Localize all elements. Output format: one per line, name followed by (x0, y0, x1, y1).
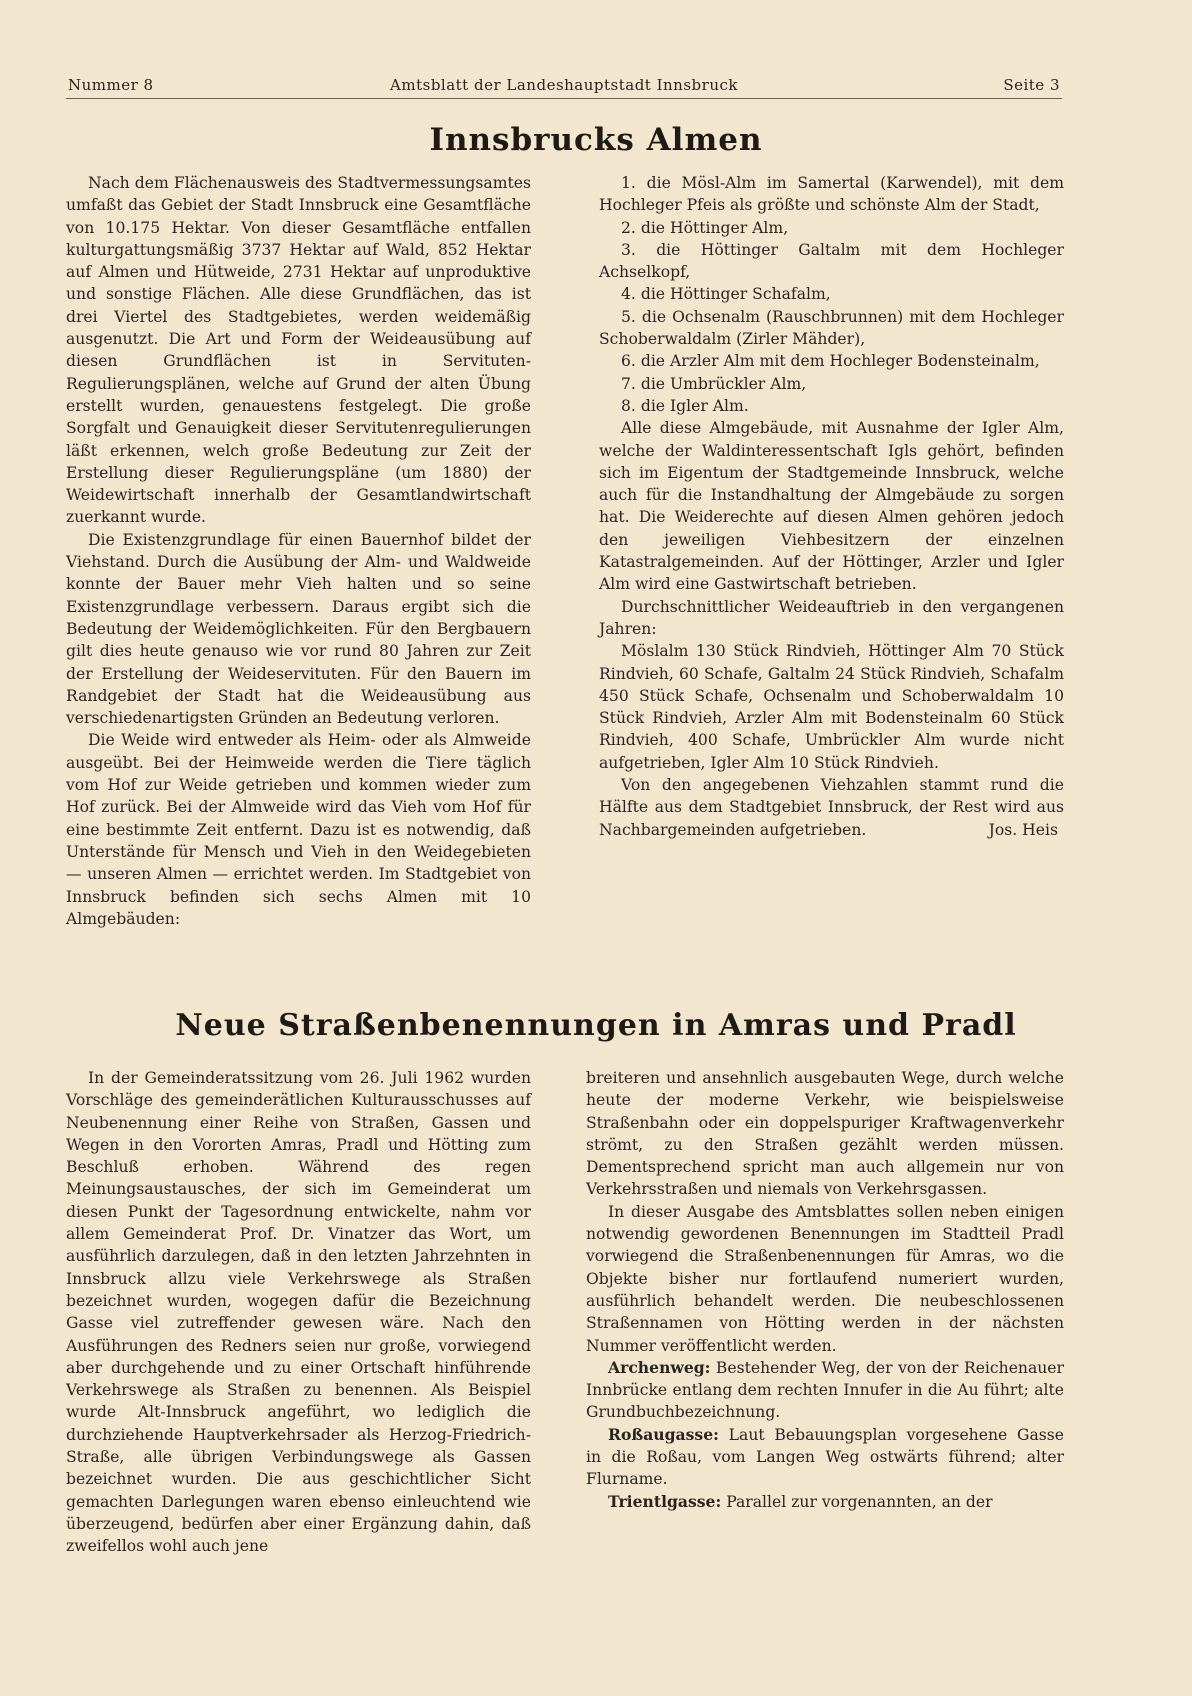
street-name: Archenweg: (608, 1357, 711, 1377)
article-2-paragraph: In dieser Ausgabe des Amtsblattes sollen neben einigen notwendig gewordenen Benennungen im Stadtteil Pradl vorwiegend die Straßenbenennungen für Amras, wo die Objekte bisher nur fortlaufend numeriert wurden, ausführlich behandelt werden. Die neubeschlossenen Straßennamen von Hötting werden in der nächsten Nummer veröffentlicht werden. (586, 1202, 1064, 1355)
article-1-paragraph (599, 774, 1064, 841)
street-description: Parallel zur vorgenannten, an der (721, 1492, 993, 1511)
street-entry (586, 1491, 1064, 1513)
article-1-paragraph: Die Existenzgrundlage für einen Bauernhof bildet der Viehstand. Durch die Ausübung der Alm- und Waldweide konnte der Bauer mehr Vieh halten und so seine Existenzgrundlage verbessern. Daraus ergibt sich die Bedeutung der Weidemöglichkeiten. Für den Bergbauern gilt dies heute genauso wie vor rund 80 Jahren zur Zeit der Erstellung der Weideservituten. Für den Bauern im Randgebiet der Stadt hat die Weideausübung aus verschiedenartigsten Gründen an Bedeutung verloren. (66, 530, 531, 728)
article-1-paragraph: Möslalm 130 Stück Rindvieh, Höttinger Alm 70 Stück Rindvieh, 60 Schafe, Galtalm 24 Stück Rindvieh, Schafalm 450 Stück Schafe, Ochsenalm und Schoberwaldalm 10 Stück Rindvieh, Arzler Alm mit Bodensteinalm 60 Stück Rindvieh, 400 Schafe, Umbrückler Alm wurde nicht aufgetrieben, Igler Alm 10 Stück Rindvieh. (599, 642, 1064, 772)
article-1-column-2 (599, 172, 1064, 841)
article-1-paragraph: Alle diese Almgebäude, mit Ausnahme der Igler Alm, welche der Waldinteressentschaft Igls gehört, befinden sich im Eigentum der Stadtgemeinde Innsbruck, welche auch für die Instandhaltung der Almgebäude zu sorgen hat. Die Weiderechte auf diesen Almen gehören jedoch den jeweiligen Viehbesitzern der einzelnen Katastralgemeinden. Auf der Höttinger, Arzler und Igler Alm wird eine Gastwirtschaft betrieben. (599, 419, 1064, 594)
street-name: Trientlgasse: (608, 1491, 722, 1511)
alm-list-item: 4. die Höttinger Schafalm, (621, 285, 831, 304)
alm-list-item: 1. die Mösl-Alm im Samertal (Karwendel), mit dem Hochleger Pfeis als größte und schönste Alm der Stadt, (599, 174, 1064, 215)
alm-list-item: 2. die Höttinger Alm, (621, 218, 789, 237)
article-1-title: Innsbrucks Almen (429, 122, 763, 158)
article-1-closing-text: Von den angegebenen Viehzahlen stammt rund die Hälfte aus dem Stadtgebiet Innsbruck, der Rest wird aus Nachbargemeinden aufgetrieben. (599, 776, 1064, 839)
street-description: Bestehender Weg, der von der Reichenauer Innbrücke entlang dem rechten Innufer in die Au führt; alte Grundbuchbezeichnung. (586, 1358, 1064, 1422)
issue-number: Nummer 8 (68, 76, 154, 94)
article-2-column-2 (586, 1067, 1064, 1513)
alm-list-item: 3. die Höttinger Galtalm mit dem Hochleger Achselkopf, (599, 240, 1064, 282)
article-1-paragraph: Nach dem Flächenausweis des Stadtvermessungsamtes umfaßt das Gebiet der Stadt Innsbruck eine Gesamtfläche von 10.175 Hektar. Von dieser Gesamtfläche entfallen kulturgattungsmäßig 3737 Hektar auf Wald, 852 Hektar auf Almen und Hütweide, 2731 Hektar auf unproduktive und sonstige Flächen. Alle diese Grundflächen, das ist drei Viertel des Stadtgebietes, werden weidemäßig ausgenutzt. Die Art und Form der Weideausübung auf diesen Grundflächen ist in Servituten-Regulierungsplänen, welche auf Grund der alten Übung erstellt wurden, genauestens festgelegt. Die große Sorgfalt und Genauigkeit dieser Servitutenregulierungen läßt erkennen, welch große Bedeutung zur Zeit der Erstellung dieser Regulierungspläne (um 1880) der Weidewirtschaft innerhalb der Gesamtlandwirtschaft zuerkannt wurde. (66, 174, 531, 527)
running-header (66, 74, 1062, 99)
article-2-title: Neue Straßenbenennungen in Amras und Pradl (175, 1008, 1017, 1043)
article-2-column-1 (66, 1067, 531, 1558)
article-1-paragraph: Die Weide wird entweder als Heim- oder als Almweide ausgeübt. Bei der Heimweide werden die Tiere täglich vom Hof zur Weide getrieben und kommen wieder zum Hof zurück. Bei der Almweide wird das Vieh vom Hof für eine bestimmte Zeit entfernt. Dazu ist es notwendig, daß Unterstände für Mensch und Vieh in den Weidegebieten — unseren Almen — errichtet werden. Im Stadtgebiet von Innsbruck befinden sich sechs Almen mit 10 Almgebäuden: (66, 731, 531, 928)
street-entry (586, 1357, 1064, 1424)
alm-list-item: 5. die Ochsenalm (Rauschbrunnen) mit dem Hochleger Schoberwaldalm (Zirler Mähder), (599, 307, 1064, 349)
alm-list-item: 6. die Arzler Alm mit dem Hochleger Bodensteinalm, (621, 352, 1040, 371)
publication-title: Amtsblatt der Landeshauptstadt Innsbruck (390, 76, 738, 94)
article-1-paragraph: Durchschnittlicher Weideauftrieb in den vergangenen Jahren: (599, 597, 1064, 638)
alm-list-item: 7. die Umbrückler Alm, (621, 374, 807, 393)
page-number: Seite 3 (1003, 76, 1060, 94)
street-name: Roßaugasse: (608, 1424, 719, 1444)
author-signature: Jos. Heis (988, 820, 1058, 839)
street-entry (586, 1424, 1064, 1491)
article-2-paragraph: In der Gemeinderatssitzung vom 26. Juli 1962 wurden Vorschläge des gemeinderätlichen Kulturausschusses auf Neubenennung einer Reihe von Straßen, Gassen und Wegen in den Vororten Amras, Pradl und Hötting zum Beschluß erhoben. Während des regen Meinungsaustausches, der sich im Gemeinderat um diesen Punkt der Tagesordnung entwickelte, nahm vor allem Gemeinderat Prof. Dr. Vinatzer das Wort, um ausführlich darzulegen, daß in den letzten Jahrzehnten in Innsbruck allzu viele Verkehrswege als Straßen bezeichnet wurden, wogegen dafür die Bezeichnung Gasse viel zutreffender gewesen wäre. Nach den Ausführungen des Redners seien nur große, vorwiegend aber durchgehende und zu einer Ortschaft hinführende Verkehrswege als Straßen zu benennen. Als Beispiel wurde Alt-Innsbruck angeführt, wo lediglich die durchziehende Hauptverkehrsader als Herzog-Friedrich-Straße, alle übrigen Verbindungswege als Gassen bezeichnet wurden. Die aus geschichtlicher Sicht gemachten Darlegungen waren ebenso einleuchtend wie überzeugend, bedürfen aber einer Ergänzung dahin, daß zweifellos wohl auch jene (66, 1069, 531, 1556)
alm-list-item: 8. die Igler Alm. (621, 396, 749, 415)
article-2-paragraph: breiteren und ansehnlich ausgebauten Wege, durch welche heute der moderne Verkehr, wie beispielsweise Straßenbahn oder ein doppelspuriger Kraftwagenverkehr strömt, zu den Straßen gezählt werden müssen. Dementsprechend spricht man auch allgemein nur von Verkehrsstraßen und niemals von Verkehrsgassen. (586, 1069, 1064, 1199)
street-description: Laut Bebauungsplan vorgesehene Gasse in die Roßau, vom Langen Weg ostwärts führend; alter Flurname. (586, 1425, 1064, 1489)
article-1-column-1 (66, 172, 531, 930)
